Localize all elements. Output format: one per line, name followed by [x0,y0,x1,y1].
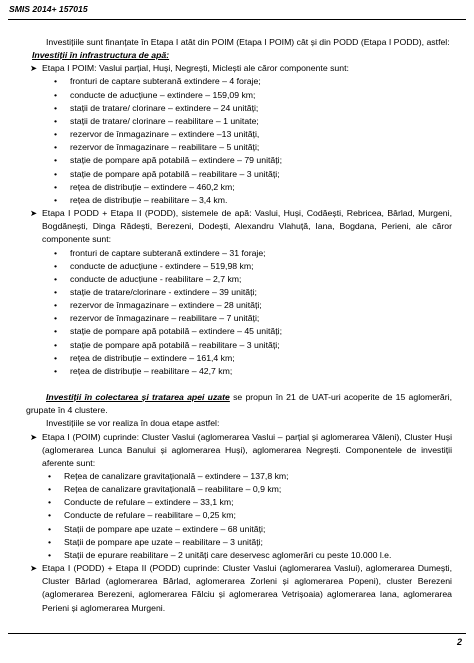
section2-heading: Investiții în colectarea și tratarea apei uzate [46,392,230,403]
list-item-text: Conducte de refulare – reabilitare – 0,25 km; [64,510,236,521]
page-number: 2 [456,637,462,647]
section1-podd-intro-text: Etapa I PODD + Etapa II (PODD), sistemele de apă: Vaslui, Huși, Codăești, Rebricea, Bârlad, Murgeni, Bogdănești, Dinga Rădești, Berezeni, Dodești, Alexandru Vlahuță, Iana, Bogdana, Perieni, ale căror componente sunt: [42,208,452,245]
list-item [26,115,452,128]
list-item-text: stație de pompare apă potabilă – extindere – 79 unități; [70,155,283,166]
list-item-text: fronturi de captare subterană extindere – 4 foraje; [70,76,261,87]
list-item [26,536,452,549]
footer-rule [8,633,466,634]
list-item [26,523,452,536]
list-item-text: rezervor de înmagazinare – extindere –13 unități, [70,129,260,140]
list-item [26,312,452,325]
arrow-bullet-icon: ➤ [30,208,38,219]
list-item [26,496,452,509]
list-item-text: stație de pompare apă potabilă – reabilitare – 3 unități; [70,339,280,350]
list-item-text: Conducte de refulare – extindere – 33,1 km; [64,497,234,508]
bullet-icon: • [54,352,58,363]
list-item [26,509,452,522]
section2-intro [26,391,452,417]
section1-podd-intro [26,207,452,246]
list-item-text: fronturi de captare subterană extindere – 31 foraje; [70,247,266,258]
bullet-icon: • [48,523,52,534]
list-item-text: rezervor de înmagazinare – reabilitare – 5 unități; [70,142,260,153]
bullet-icon: • [54,89,58,100]
list-item [26,325,452,338]
bullet-icon: • [54,168,58,179]
bullet-icon: • [54,260,58,271]
list-item-text: rețea de distribuție – reabilitare – 42,7 km; [70,365,233,376]
arrow-bullet-icon: ➤ [30,431,38,442]
document-header-title: SMIS 2014+ 157015 [9,4,88,14]
bullet-icon: • [54,300,58,311]
list-item-text: Rețea de canalizare gravitațională – reabilitare – 0,9 km; [64,484,282,495]
list-item [26,273,452,286]
list-item-text: Stații de pompare ape uzate – extindere – 68 unități; [64,523,266,534]
bullet-icon: • [54,273,58,284]
list-item-text: conducte de aducțiune – extindere – 159,09 km; [70,89,256,100]
list-item [26,154,452,167]
list-item-text: stație de pompare apă potabilă – extindere – 45 unități; [70,326,283,337]
list-item [26,299,452,312]
list-item [26,181,452,194]
bullet-icon: • [54,194,58,205]
section2-podd-intro-text: Etapa I (PODD) + Etapa II (PODD) cuprinde: Cluster Vaslui (aglomerarea Vaslui), aglomerarea Dumești, Cluster Bârlad (aglomerarea Bârlad, aglomerarea Zorleni și aglomerarea Popeni), cluster Berezeni (aglomerarea Berezeni, aglomerarea Fălciu și aglomerarea Vetrișoaia) aglomerarea Iana, aglomerarea Perieni și aglomerarea Murgeni. [42,563,452,613]
list-item [26,286,452,299]
section1-poim-intro-text: Etapa I POIM: Vaslui parțial, Huși, Negrești, Miclești ale căror componente sunt: [42,63,349,74]
list-item-text: stații de tratare/ clorinare – extindere – 24 unități; [70,102,259,113]
bullet-icon: • [54,313,58,324]
list-item-text: stație de tratare/clorinare - extindere – 39 unități; [70,286,257,297]
bullet-icon: • [48,536,52,547]
intro-paragraph: Investițiile sunt finanțate în Etapa I atât din POIM (Etapa I POIM) cât și din PODD (Etapa I PODD), astfel: [46,37,450,47]
section1-poim-list [26,75,452,207]
list-item [26,141,452,154]
list-item [26,260,452,273]
list-item-text: conducte de aducțiune - reabilitare – 2,7 km; [70,273,242,284]
arrow-bullet-icon: ➤ [30,563,38,574]
section1-heading: Investiții în infrastructura de apă: [32,50,170,61]
bullet-icon: • [54,129,58,140]
document-body [26,36,452,615]
bullet-icon: • [54,339,58,350]
list-item [26,89,452,102]
bullet-icon: • [54,142,58,153]
header-rule [8,19,466,20]
list-item-text: stații de tratare/ clorinare – reabilitare – 1 unitate; [70,115,259,126]
list-item-text: Stații de pompare ape uzate – reabilitare – 3 unități; [64,536,263,547]
bullet-icon: • [48,484,52,495]
arrow-bullet-icon: ➤ [30,63,38,74]
section2-poim-intro [26,431,452,470]
section1-poim-intro [26,62,452,75]
list-item [26,352,452,365]
list-item-text: Stații de epurare reabilitare – 2 unități care deservesc aglomerări cu peste 10.000 l.e. [64,549,392,560]
bullet-icon: • [48,549,52,560]
bullet-icon: • [48,471,52,481]
section2-poim-intro-text: Etapa I (POIM) cuprinde: Cluster Vaslui (aglomerarea Vaslui – parțial și aglomerarea Văleni), Cluster Huși (aglomerarea Lunca Banului și aglomerarea Huși), aglomerarea Negrești. Componentele de investiții aferente sunt: [42,431,452,468]
list-item-text: rețea de distribuție – extindere – 161,4 km; [70,352,235,363]
list-item [26,365,452,378]
bullet-icon: • [54,181,58,192]
bullet-icon: • [54,76,58,87]
list-item [26,75,452,88]
bullet-icon: • [54,365,58,376]
list-item [26,339,452,352]
list-item-text: rețea de distribuție – extindere – 460,2 km; [70,181,235,192]
bullet-icon: • [54,326,58,337]
bullet-icon: • [54,155,58,166]
section2-podd-intro [26,562,452,615]
list-item [26,128,452,141]
list-item [26,470,452,483]
list-item-text: conducte de aducțiune - extindere – 519,98 km; [70,260,254,271]
section1-podd-list [26,247,452,379]
list-item [26,247,452,260]
section2-stages-line: Investițiile se vor realiza în doua etape astfel: [46,418,220,429]
list-item [26,549,452,562]
list-item-text: rețea de distribuție – reabilitare – 3,4 km. [70,194,228,205]
list-item-text: rezervor de înmagazinare – reabilitare – 7 unități; [70,313,260,324]
bullet-icon: • [54,247,58,258]
section2-poim-list [26,470,452,562]
bullet-icon: • [48,497,52,508]
list-item [26,194,452,207]
bullet-icon: • [54,102,58,113]
bullet-icon: • [54,115,58,126]
list-item [26,102,452,115]
bullet-icon: • [48,510,52,521]
list-item [26,168,452,181]
list-item-text: rezervor de înmagazinare – extindere – 28 unități; [70,300,262,311]
list-item [26,483,452,496]
list-item-text: Rețea de canalizare gravitațională – extindere – 137,8 km; [64,471,289,481]
section2-heading-rest: se propun în 21 de UAT-uri acoperite de 15 aglomerări, grupate în 4 clustere. [26,392,452,416]
bullet-icon: • [54,286,58,297]
list-item-text: stație de pompare apă potabilă – reabilitare – 3 unități; [70,168,280,179]
